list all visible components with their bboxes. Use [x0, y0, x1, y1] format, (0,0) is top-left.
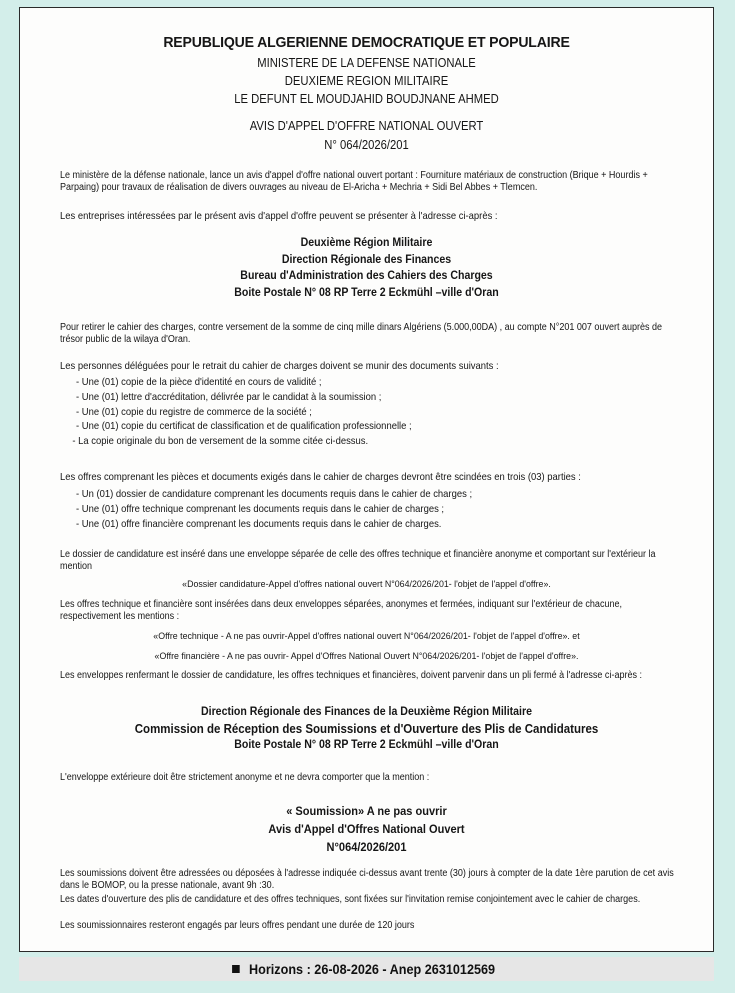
dossier-paragraph: Le dossier de candidature est inséré dans une enveloppe séparée de celle des offres technique et financière anonyme et comportant sur l'extérieur la mention [60, 549, 656, 573]
address1-line: Bureau d'Administration des Cahiers des Charges [240, 270, 493, 282]
list-item: - Une (01) copie du registre de commerce de la société ; [76, 405, 312, 418]
final-paragraph-1: Les soumissions doivent être adressées ou déposées à l'adresse indiquée ci-dessus avant trente (30) jours à compter de la date 1ère parution de cet avis dans le BOMOP, ou la presse nationale, avant 9h :30. [60, 868, 674, 892]
offres-paragraph: Les offres comprenant les pièces et documents exigés dans le cahier de charges devront être scindées en trois (03) parties : [60, 471, 581, 483]
address1-line: Deuxième Région Militaire [300, 237, 433, 249]
address-block-1 [48, 235, 686, 301]
dossier-mention: «Dossier candidature-Appel d'offres national ouvert N°064/2026/201- l'objet de l'appel d'offre». [182, 579, 551, 590]
retrait-paragraph: Pour retirer le cahier des charges, contre versement de la somme de cinq mille dinars Algériens (5.000,00DA) , au compte N°201 007 ouvert auprès de trésor public de la wilaya d'Oran. [60, 322, 663, 346]
intro-paragraph: Le ministère de la défense nationale, lance un avis d'appel d'offre national ouvert portant : Fourniture matériaux de construction (Brique + Hourdis + Parpaing) pour travaux de réalisation de divers ouvrages au niveau de El-Aricha + Mechria + Sidi Bel Abbes + Tlemcen. [60, 170, 648, 194]
notice-frame [19, 7, 714, 952]
soumission-block [48, 802, 686, 856]
financiere-mention: «Offre financière - A ne pas ouvrir- Appel d'Offres National Ouvert N°064/2026/201- l'objet de l'appel d'offre». [154, 651, 579, 662]
list-item: - Une (01) offre financière comprenant les documents requis dans le cahier de charges. [76, 517, 442, 530]
list-item: - Un (01) dossier de candidature comprenant les documents requis dans le cahier de charges ; [76, 488, 473, 500]
list-item: - Une (01) copie du certificat de classification et de qualification professionnelle ; [76, 420, 412, 433]
final-paragraph-2: Les dates d'ouverture des plis de candidature et des offres techniques, sont fixées sur l'invitation remise conjointement avec le cahier de charges. [60, 894, 641, 905]
footer-text-wrap [232, 957, 501, 981]
address2-line: Commission de Réception des Soumissions et d'Ouverture des Plis de Candidatures [134, 721, 599, 736]
documents-list [72, 375, 688, 449]
personnes-paragraph: Les personnes déléguées pour le retrait du cahier de charges doivent se munir des documents suivants : [60, 360, 499, 372]
soumission-line: Avis d'Appel d'Offres National Ouvert [268, 822, 465, 836]
list-item: - Une (01) copie de la pièce d'identité en cours de validité ; [76, 376, 322, 388]
address1-line: Direction Régionale des Finances [281, 253, 452, 266]
address-block-2 [48, 704, 686, 754]
address1-line: Boite Postale N° 08 RP Terre 2 Eckmühl –ville d'Oran [234, 286, 499, 299]
unit-line: LE DEFUNT EL MOUDJAHID BOUDJNANE AHMED [234, 92, 499, 106]
enveloppes-paragraph: Les enveloppes renfermant le dossier de candidature, les offres techniques et financières, doivent parvenir dans un pli fermé à l'adresse ci-après : [60, 670, 642, 681]
avis-title: AVIS D'APPEL D'OFFRE NATIONAL OUVERT [249, 119, 484, 133]
address2-line: Boite Postale N° 08 RP Terre 2 Eckmühl –ville d'Oran [234, 739, 499, 751]
soumission-line: N°064/2026/201 [326, 840, 407, 854]
offres-tech-paragraph: Les offres technique et financière sont insérées dans deux enveloppes séparées, anonymes et fermées, indiquant sur l'extérieur de chacune, respectivement les mentions : [60, 599, 622, 623]
entreprises-paragraph: Les entreprises intéressées par le présent avis d'appel d'offre peuvent se présenter à l'adresse ci-après : [60, 210, 498, 222]
region-line: DEUXIEME REGION MILITAIRE [284, 74, 449, 88]
address2-line: Direction Régionale des Finances de la Deuxième Région Militaire [200, 706, 532, 718]
footer-text: Horizons : 26-08-2026 - Anep 2631012569 [248, 961, 495, 977]
exterieure-paragraph: L'enveloppe extérieure doit être strictement anonyme et ne devra comporter que la mention : [60, 772, 430, 783]
avis-number: N° 064/2026/201 [324, 138, 409, 152]
square-bullet-icon [232, 965, 240, 973]
republic-title: REPUBLIQUE ALGERIENNE DEMOCRATIQUE ET POPULAIRE [163, 34, 570, 51]
list-item: - Une (01) offre technique comprenant les documents requis dans le cahier de charges ; [76, 502, 445, 515]
list-item: - Une (01) lettre d'accréditation, délivrée par le candidat à la soumission ; [76, 390, 382, 403]
parties-list [76, 487, 688, 531]
list-item: - La copie originale du bon de versement de la somme citée ci-dessus. [72, 435, 369, 448]
publication-footer [19, 957, 714, 981]
final-paragraph-3: Les soumissionnaires resteront engagés par leurs offres pendant une durée de 120 jours [60, 920, 415, 931]
soumission-line: « Soumission» A ne pas ouvrir [286, 804, 447, 818]
technique-mention: «Offre technique - A ne pas ouvrir-Appel d'offres national ouvert N°064/2026/201- l'objet de l'appel d'offre». et [153, 631, 580, 642]
ministry-line: MINISTERE DE LA DEFENSE NATIONALE [257, 56, 476, 70]
